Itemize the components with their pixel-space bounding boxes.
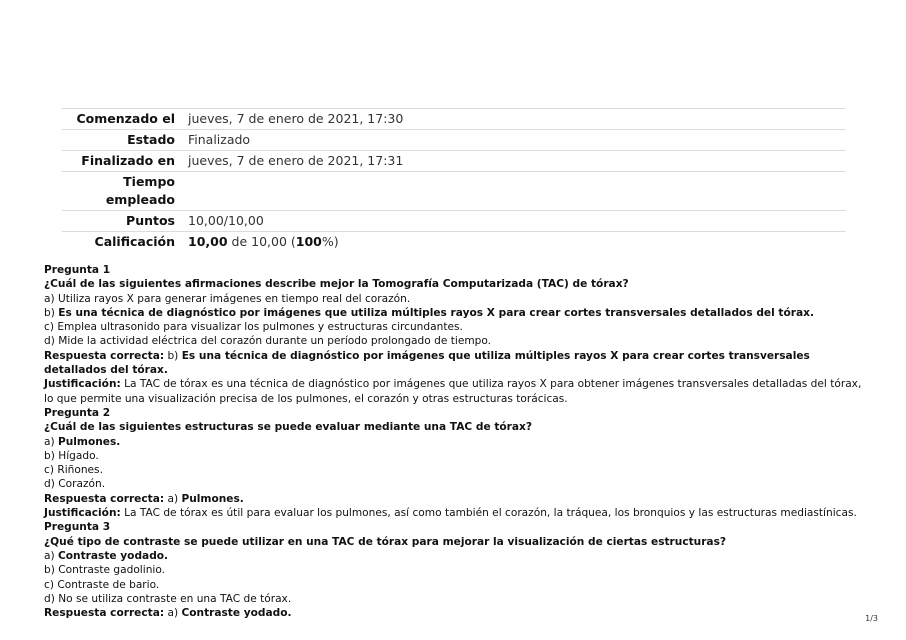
- option-b: [44, 449, 864, 463]
- justification-label: Justificación:: [44, 378, 121, 391]
- option-a: [44, 549, 864, 563]
- option-letter: d): [44, 478, 59, 491]
- answer-text: Es una técnica de diagnóstico por imágenes que utiliza múltiples rayos X para crear cortes transversales detallados del tórax.: [44, 349, 810, 377]
- correct-answer: [44, 492, 864, 506]
- option-c: [44, 320, 864, 334]
- option-text: Riñones.: [57, 464, 103, 477]
- justification-text: La TAC de tórax es útil para evaluar los pulmones, así como también el corazón, la tráquea, los bronquios y las estructuras mediastínicas.: [120, 507, 857, 520]
- option-letter: c): [44, 464, 58, 477]
- answer-label: Respuesta correcta:: [44, 492, 165, 505]
- correct-answer: [44, 349, 864, 378]
- correct-answer: [44, 606, 864, 620]
- answer-label: Respuesta correcta:: [44, 349, 165, 362]
- option-text: Contraste gadolinio.: [58, 564, 166, 577]
- option-text: Pulmones.: [58, 435, 121, 448]
- summary-row-started: [62, 109, 846, 130]
- quiz-content: [44, 263, 864, 620]
- summary-row-state: [62, 130, 846, 151]
- answer-text: Contraste yodado.: [181, 607, 292, 620]
- option-letter: a): [44, 292, 58, 305]
- option-letter: a): [44, 435, 58, 448]
- summary-row-grade: [62, 232, 846, 253]
- option-text: Contraste yodado.: [58, 549, 169, 562]
- grade-value: [188, 232, 846, 253]
- page-number: 1/3: [865, 614, 878, 623]
- answer-letter: b): [164, 349, 182, 362]
- points-value: 10,00/10,00: [188, 211, 846, 232]
- answer-text: Pulmones.: [181, 492, 244, 505]
- option-text: Emplea ultrasonido para visualizar los pulmones y estructuras circundantes.: [57, 321, 463, 334]
- option-text: Contraste de bario.: [57, 578, 160, 591]
- summary-row-points: [62, 211, 846, 232]
- finished-value: jueves, 7 de enero de 2021, 17:31: [188, 151, 846, 172]
- option-letter: d): [44, 592, 59, 605]
- points-label: Puntos: [62, 211, 188, 232]
- grade-label: Calificación: [62, 232, 188, 253]
- option-text: No se utiliza contraste en una TAC de tórax.: [58, 592, 292, 605]
- option-a: [44, 292, 864, 306]
- option-text: Utiliza rayos X para generar imágenes en tiempo real del corazón.: [58, 292, 411, 305]
- option-letter: c): [44, 321, 58, 334]
- question-title: Pregunta 3: [44, 521, 111, 534]
- option-b: [44, 306, 864, 320]
- finished-label: Finalizado en: [62, 151, 188, 172]
- grade-mid: de 10,00 (: [227, 234, 296, 249]
- answer-letter: a): [164, 492, 182, 505]
- justification-text: La TAC de tórax es una técnica de diagnóstico por imágenes que utiliza rayos X para obtener imágenes transversales detalladas del tórax, lo que permite una visualización precisa de los pulmones, el corazón y otras estructuras torácicas.: [44, 378, 862, 405]
- state-value: Finalizado: [188, 130, 846, 151]
- grade-score: 10,00: [188, 234, 228, 249]
- option-letter: b): [44, 564, 59, 577]
- answer-letter: a): [164, 607, 182, 620]
- started-value: jueves, 7 de enero de 2021, 17:30: [188, 109, 846, 130]
- option-text: Es una técnica de diagnóstico por imágenes que utiliza múltiples rayos X para crear cortes transversales detallados del tórax.: [58, 306, 814, 319]
- option-c: [44, 578, 864, 592]
- justification: [44, 506, 864, 520]
- option-b: [44, 563, 864, 577]
- state-label: Estado: [62, 130, 188, 151]
- option-a: [44, 435, 864, 449]
- time-value: [188, 172, 846, 211]
- option-d: [44, 334, 864, 348]
- option-text: Corazón.: [58, 478, 106, 491]
- time-label: Tiempo empleado: [62, 172, 188, 211]
- option-text: Hígado.: [58, 449, 99, 462]
- option-d: [44, 592, 864, 606]
- option-letter: d): [44, 335, 59, 348]
- justification-label: Justificación:: [44, 507, 121, 520]
- option-d: [44, 477, 864, 491]
- answer-label: Respuesta correcta:: [44, 607, 165, 620]
- question-title: Pregunta 1: [44, 264, 111, 276]
- option-c: [44, 463, 864, 477]
- option-letter: b): [44, 449, 59, 462]
- question-prompt: ¿Cuál de las siguientes estructuras se puede evaluar mediante una TAC de tórax?: [44, 421, 533, 434]
- option-text: Mide la actividad eléctrica del corazón durante un período prolongado de tiempo.: [58, 335, 492, 348]
- question-prompt: ¿Cuál de las siguientes afirmaciones describe mejor la Tomografía Computarizada (TAC) de tórax?: [44, 278, 629, 291]
- option-letter: b): [44, 306, 59, 319]
- question-prompt: ¿Qué tipo de contraste se puede utilizar en una TAC de tórax para mejorar la visualización de ciertas estructuras?: [44, 535, 727, 548]
- summary-row-finished: [62, 151, 846, 172]
- option-letter: c): [44, 578, 58, 591]
- option-letter: a): [44, 549, 58, 562]
- grade-end: %): [321, 234, 339, 249]
- attempt-summary-table: [62, 108, 846, 252]
- question-title: Pregunta 2: [44, 406, 111, 419]
- started-label: Comenzado el: [62, 109, 188, 130]
- summary-row-time: [62, 172, 846, 211]
- justification: [44, 377, 864, 406]
- grade-percent: 100: [295, 234, 322, 249]
